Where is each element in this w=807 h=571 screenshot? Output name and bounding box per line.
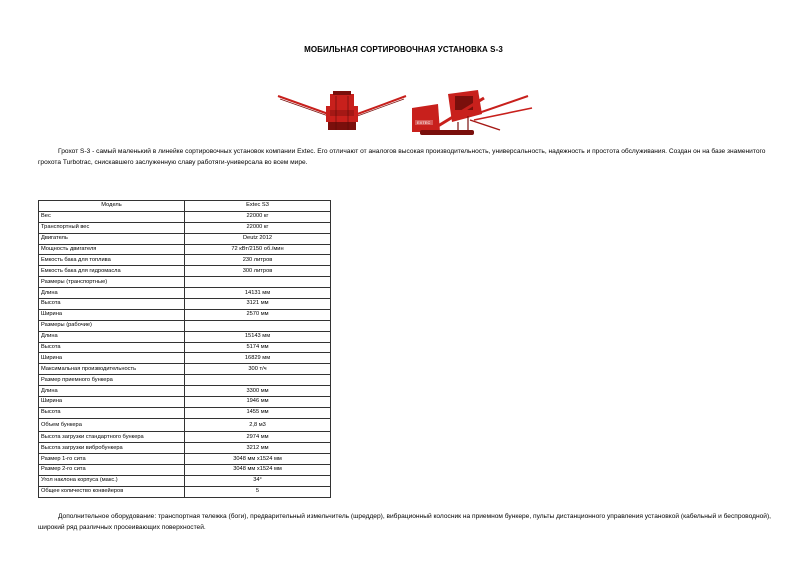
spec-value: 15143 мм [185,331,331,342]
spec-value: 1455 мм [185,407,331,418]
spec-label: Размер 2-го сита [39,464,185,475]
spec-label: Вес [39,211,185,222]
table-row [39,375,331,386]
machine-side-view [412,90,532,135]
table-row [39,331,331,342]
spec-label: Общее количество конвейеров [39,486,185,497]
table-row [39,244,331,255]
table-row [39,454,331,465]
spec-value: Deutz 2012 [185,233,331,244]
spec-table-header-row [39,201,331,212]
spec-header-value: Extec S3 [185,201,331,212]
table-row [39,364,331,375]
table-row [39,320,331,331]
table-row [39,353,331,364]
spec-value: 5 [185,486,331,497]
spec-value: 1946 мм [185,397,331,408]
spec-value: 72 кВт/2150 об./мин [185,244,331,255]
spec-header-label: Модель [39,201,185,212]
table-row [39,309,331,320]
table-row [39,255,331,266]
table-row [39,486,331,497]
spec-value: 2570 мм [185,309,331,320]
table-row [39,386,331,397]
spec-label: Размер приемного бункера [39,375,185,386]
spec-label: Емкость бака для топлива [39,255,185,266]
table-row [39,443,331,454]
table-row [39,277,331,288]
spec-label: Длина [39,288,185,299]
spec-value: 3048 мм х1524 мм [185,464,331,475]
spec-value [185,320,331,331]
spec-value: 22000 кг [185,222,331,233]
spec-label: Размеры (транспортные) [39,277,185,288]
spec-value: 14131 мм [185,288,331,299]
spec-label: Объем бункера [39,418,185,432]
spec-label: Ширина [39,353,185,364]
spec-value: 230 литров [185,255,331,266]
table-row [39,407,331,418]
machine-illustrations [270,86,535,138]
table-row [39,299,331,310]
spec-label: Ширина [39,397,185,408]
spec-label: Мощность двигателя [39,244,185,255]
table-row [39,432,331,443]
table-row [39,418,331,432]
table-row [39,211,331,222]
spec-value: 16829 мм [185,353,331,364]
spec-value: 300 т/ч [185,364,331,375]
table-row [39,464,331,475]
table-row [39,233,331,244]
spec-label: Двигатель [39,233,185,244]
spec-value: 3048 мм х1524 мм [185,454,331,465]
spec-label: Высота загрузки вибробункера [39,443,185,454]
intro-paragraph: Грохот S-3 - самый маленький в линейке сортировочных установок компании Extec. Его отличают от аналогов высокая производительность, универсальность, надежность и простота обслуживания. Создан он на базе знаменитого грохота Turbotrac, снискавшего заслуженную славу работяги-универсала во всем мире. [38,148,766,166]
machine-front-view [278,91,406,130]
spec-value: 22000 кг [185,211,331,222]
spec-value [185,375,331,386]
spec-value: 5174 мм [185,342,331,353]
spec-label: Ширина [39,309,185,320]
spec-label: Транспортный вес [39,222,185,233]
table-row [39,266,331,277]
spec-label: Емкость бака для гидромасла [39,266,185,277]
spec-value: 3121 мм [185,299,331,310]
spec-value [185,277,331,288]
spec-label: Размеры (рабочие) [39,320,185,331]
spec-label: Длина [39,386,185,397]
table-row [39,222,331,233]
spec-label: Высота [39,342,185,353]
spec-value: 3212 мм [185,443,331,454]
spec-label: Высота [39,299,185,310]
spec-label: Длина [39,331,185,342]
spec-value: 34° [185,475,331,486]
table-row [39,475,331,486]
spec-value: 3300 мм [185,386,331,397]
spec-label: Угол наклона корпуса (макс.) [39,475,185,486]
spec-table [38,200,331,498]
spec-label: Размер 1-го сита [39,454,185,465]
spec-label: Максимальная производительность [39,364,185,375]
page-title: МОБИЛЬНАЯ СОРТИРОВОЧНАЯ УСТАНОВКА S-3 [304,45,503,54]
spec-value: 2,8 м3 [185,418,331,432]
spec-label: Высота загрузки стандартного бункера [39,432,185,443]
table-row [39,342,331,353]
table-row [39,288,331,299]
table-row [39,397,331,408]
extra-equipment-paragraph: Дополнительное оборудование: транспортная тележка (боги), предварительный измельчитель (шреддер), вибрационный колосник на приемном бункере, пульты дистанционного управления установкой (кабельный и беспроводной), широкий ряд различных просеивающих поверхностей. [38,513,771,531]
spec-value: 300 литров [185,266,331,277]
spec-value: 2974 мм [185,432,331,443]
spec-label: Высота [39,407,185,418]
machine-brand-text: EXTEC [417,120,431,125]
